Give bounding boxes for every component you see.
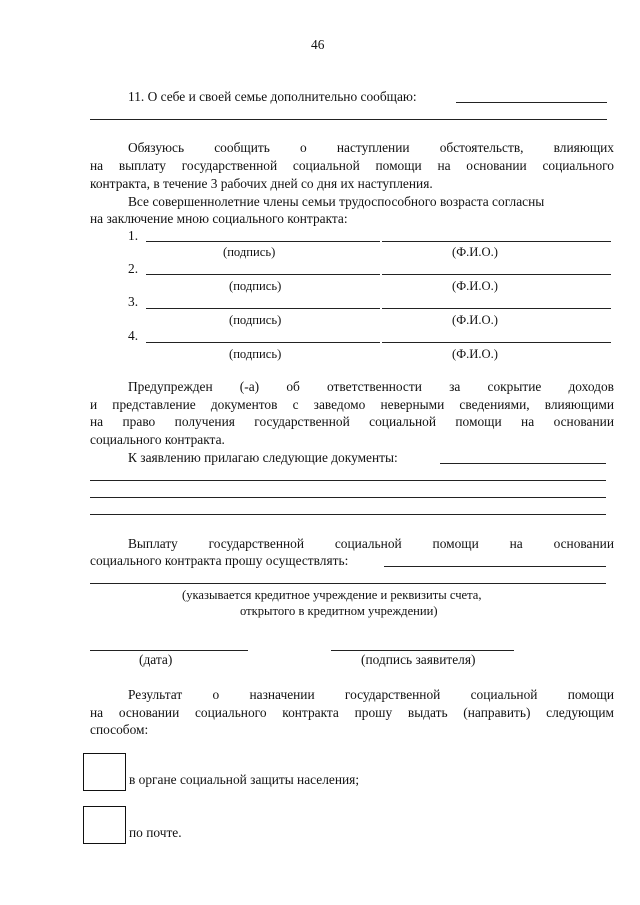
member-number: 1. [128, 228, 139, 243]
attachments-field-line-2[interactable] [90, 480, 606, 481]
member-number: 2. [128, 261, 139, 276]
member-signature-field[interactable] [146, 308, 380, 309]
member-number: 4. [128, 328, 139, 343]
member-signature-field[interactable] [146, 342, 380, 343]
warning-line-3: на право получения государственной социальной помощи на основании [90, 414, 614, 429]
result-line-3: способом: [90, 722, 149, 737]
date-caption: (дата) [139, 652, 173, 667]
member-signature-field[interactable] [146, 274, 380, 275]
member-signature-field[interactable] [146, 241, 380, 242]
section-11-label: 11. О себе и своей семье дополнительно сообщаю: [128, 89, 417, 104]
payment-line-1: Выплату государственной социальной помощи на основании [128, 536, 614, 551]
family-consent-line-1: Все совершеннолетние члены семьи трудоспособного возраста согласны [128, 194, 545, 209]
member-name-caption: (Ф.И.О.) [452, 347, 498, 361]
result-line-2: на основании социального контракта прошу выдать (направить) следующим [90, 705, 614, 720]
section-11-field-line-2[interactable] [90, 119, 607, 120]
attachments-label: К заявлению прилагаю следующие документы: [128, 450, 398, 465]
obligation-line-1: Обязуюсь сообщить о наступлении обстоятельств, влияющих [128, 140, 614, 155]
member-name-caption: (Ф.И.О.) [452, 245, 498, 259]
member-number: 3. [128, 294, 139, 309]
result-line-1: Результат о назначении государственной социальной помощи [128, 687, 614, 702]
member-signature-caption: (подпись) [229, 313, 282, 327]
payment-details-field-line-2[interactable] [90, 583, 606, 584]
member-signature-caption: (подпись) [229, 347, 282, 361]
applicant-signature-caption: (подпись заявителя) [361, 652, 476, 667]
member-name-caption: (Ф.И.О.) [452, 279, 498, 293]
member-name-caption: (Ф.И.О.) [452, 313, 498, 327]
warning-line-4: социального контракта. [90, 432, 225, 447]
attachments-field-line-3[interactable] [90, 497, 606, 498]
obligation-line-3: контракта, в течение 3 рабочих дней со дня их наступления. [90, 176, 433, 191]
member-name-field[interactable] [382, 274, 611, 275]
attachments-field[interactable] [440, 463, 606, 464]
payment-line-2: социального контракта прошу осуществлять: [90, 553, 349, 568]
payment-hint-line-2: открытого в кредитном учреждении) [240, 604, 438, 618]
member-signature-caption: (подпись) [223, 245, 276, 259]
in-person-checkbox[interactable] [83, 753, 126, 791]
obligation-line-2: на выплату государственной социальной помощи на основании социального [90, 158, 614, 173]
attachments-field-line-4[interactable] [90, 514, 606, 515]
member-name-field[interactable] [382, 342, 611, 343]
member-signature-caption: (подпись) [229, 279, 282, 293]
by-mail-checkbox[interactable] [83, 806, 126, 844]
payment-hint-line-1: (указывается кредитное учреждение и реквизиты счета, [182, 588, 482, 602]
section-11-field[interactable] [456, 102, 607, 103]
page-number: 46 [311, 37, 325, 52]
in-person-option-label: в органе социальной защиты населения; [129, 772, 360, 787]
by-mail-option-label: по почте. [129, 825, 182, 840]
warning-line-2: и представление документов с заведомо неверными сведениями, влияющими [90, 397, 614, 412]
member-name-field[interactable] [382, 241, 611, 242]
payment-details-field[interactable] [384, 566, 606, 567]
warning-line-1: Предупрежден (-а) об ответственности за сокрытие доходов [128, 379, 614, 394]
member-name-field[interactable] [382, 308, 611, 309]
family-consent-line-2: на заключение мною социального контракта: [90, 211, 348, 226]
